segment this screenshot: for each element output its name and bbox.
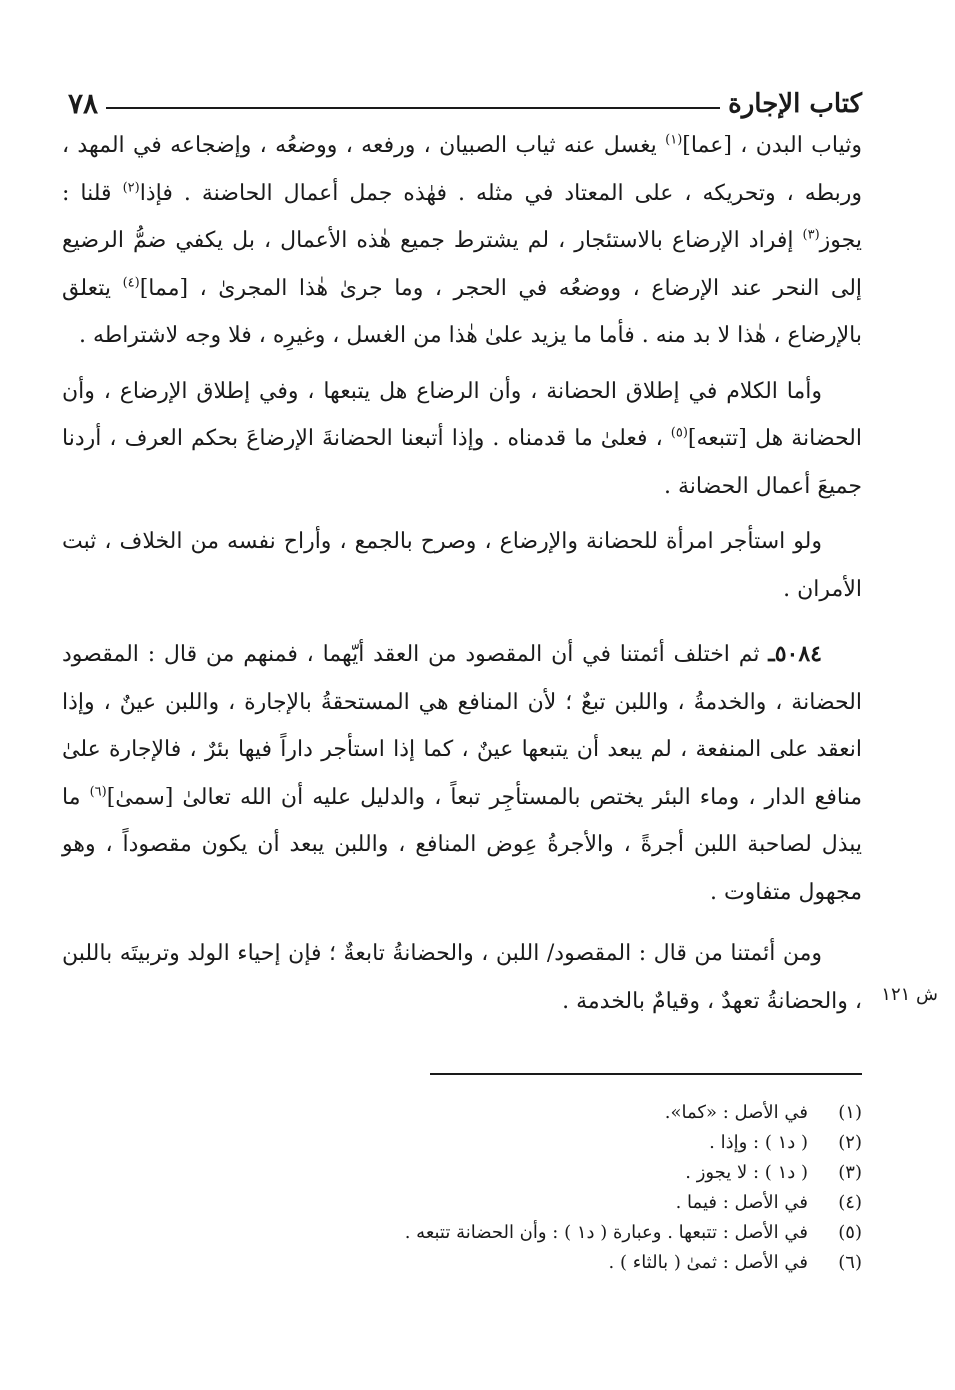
paragraph-text: وثياب البدن ، [عما] <box>682 133 862 158</box>
footnote-text: في الأصل : ثمىٰ ( بالثاء ) . <box>608 1252 808 1273</box>
footnote-number: (٦) <box>838 1252 862 1273</box>
footnote-number: (٣) <box>838 1162 862 1183</box>
footnote-text: ( د١ ) : لا يجوز . <box>685 1162 808 1183</box>
footnote-item <box>200 1128 862 1158</box>
footnote-ref: (٤) <box>122 275 140 291</box>
footnote-ref: (٢) <box>122 180 140 196</box>
paragraph-text: يتعلق بالإرضاع ، هٰذا لا بد منه . فأما ما يزيد علىٰ هٰذا من الغسل ، وغيرِه ، فلا وجه لاشتراطه . <box>62 275 862 348</box>
footnote-item <box>200 1188 862 1218</box>
footnote-number: (١) <box>838 1102 862 1123</box>
paragraph-text: إفراد الإرضاع بالاستئجار ، لم يشترط جميع هٰذه الأعمال ، بل يكفي ضمُّ الرضيع إلى النحر عند الإرضاع ، ووضعُه في الحجر ، وما جرىٰ هٰذا المجرىٰ ، [مما] <box>62 228 863 301</box>
footnote-ref: (٣) <box>802 227 820 243</box>
paragraph-text: يغسل عنه ثياب الصبيان ، ورفعه ، ووضعُه ، وإضجاعه في المهد ، وربطه ، وتحريكه ، على المعتاد في مثله . فهٰذه جمل أعمال الحاضنة . فإذا <box>62 133 862 206</box>
footnote-number: (٥) <box>838 1222 862 1243</box>
section-number: ٥٠٨٤ـ <box>768 641 822 667</box>
paragraph-3 <box>62 518 862 613</box>
paragraph-2 <box>62 368 862 511</box>
page-number: ٧٨ <box>68 87 99 120</box>
footnote-separator <box>430 1073 862 1075</box>
paragraph-4 <box>62 631 862 916</box>
footnote-item <box>200 1248 862 1278</box>
footnote-text: في الأصل : «كما». <box>664 1102 808 1123</box>
margin-note: ش ١٢١ <box>881 984 938 1005</box>
paragraph-5 <box>62 930 862 1025</box>
book-title: كتاب الإجارة <box>728 89 862 119</box>
footnote-ref: (٥) <box>670 425 688 441</box>
footnote-item <box>200 1098 862 1128</box>
paragraph-text: ولو استأجر امرأة للحضانة والإرضاع ، وصرح بالجمع ، وأراح نفسه من الخلاف ، ثبت الأمران . <box>62 529 862 602</box>
paragraph-text: ، فعلىٰ ما قدمناه . وإذا أتبعنا الحضانةَ الإرضاعَ بحكم العرف ، أردنا جميعَ أعمال الحضانة . <box>62 426 862 499</box>
paragraph-text: ومن أئمتنا من قال : المقصود/ اللبن ، والحضانةُ تابعةٌ ؛ فإن إحياء الولد وتربيتَه باللبن ، والحضانةُ تعهدٌ ، وقيامٌ بالخدمة . <box>62 941 862 1014</box>
footnote-number: (٤) <box>838 1192 862 1213</box>
page-header <box>62 82 862 118</box>
paragraph-text: ما يبذل لصاحبة اللبن أجرةً ، والأجرةُ عِوض المنافع ، واللبن يبعد أن يكون مقصوداً ، وهو مجهول متفاوت . <box>62 784 862 905</box>
paragraph-text: وأما الكلام في إطلاق الحضانة ، وأن الرضاع هل يتبعها ، وفي إطلاق الإرضاع ، وأن الحضانة هل [تتبعه] <box>62 378 862 451</box>
header-rule <box>106 107 720 109</box>
footnote-ref: (٦) <box>89 784 107 800</box>
paragraph-text: قلنا : يجوز <box>62 180 862 253</box>
footnote-item <box>200 1218 862 1248</box>
footnote-text: ( د١ ) : وإذا . <box>709 1132 808 1153</box>
footnote-text: في الأصل : فيما . <box>675 1192 808 1213</box>
main-text <box>62 122 862 1025</box>
footnote-item <box>200 1158 862 1188</box>
footnote-text: في الأصل : تتبعها . وعبارة ( د١ ) : وأن الحضانة تتبعه . <box>404 1222 808 1243</box>
footnote-number: (٢) <box>838 1132 862 1153</box>
footnotes <box>200 1098 862 1278</box>
footnote-ref: (١) <box>665 132 683 148</box>
paragraph-text: ثم اختلف أئمتنا في أن المقصود من العقد أيّهما ، فمنهم من قال : المقصود الحضانة ، والخدمةُ ، واللبن تبعٌ ؛ لأن المنافع هي المستحقةُ بالإجارة ، واللبن عينٌ ، وإذا انعقد على المنفعة ، لم يبعد أن يتبعها عينٌ ، كما إذا استأجر داراً فيها بئرٌ ، فالإجارة علىٰ منافع الدار ، وماء البئر يختص بالمستأجِر تبعاً ، والدليل عليه أن الله تعالىٰ [سمىٰ] <box>62 642 863 810</box>
paragraph-1 <box>62 122 862 360</box>
